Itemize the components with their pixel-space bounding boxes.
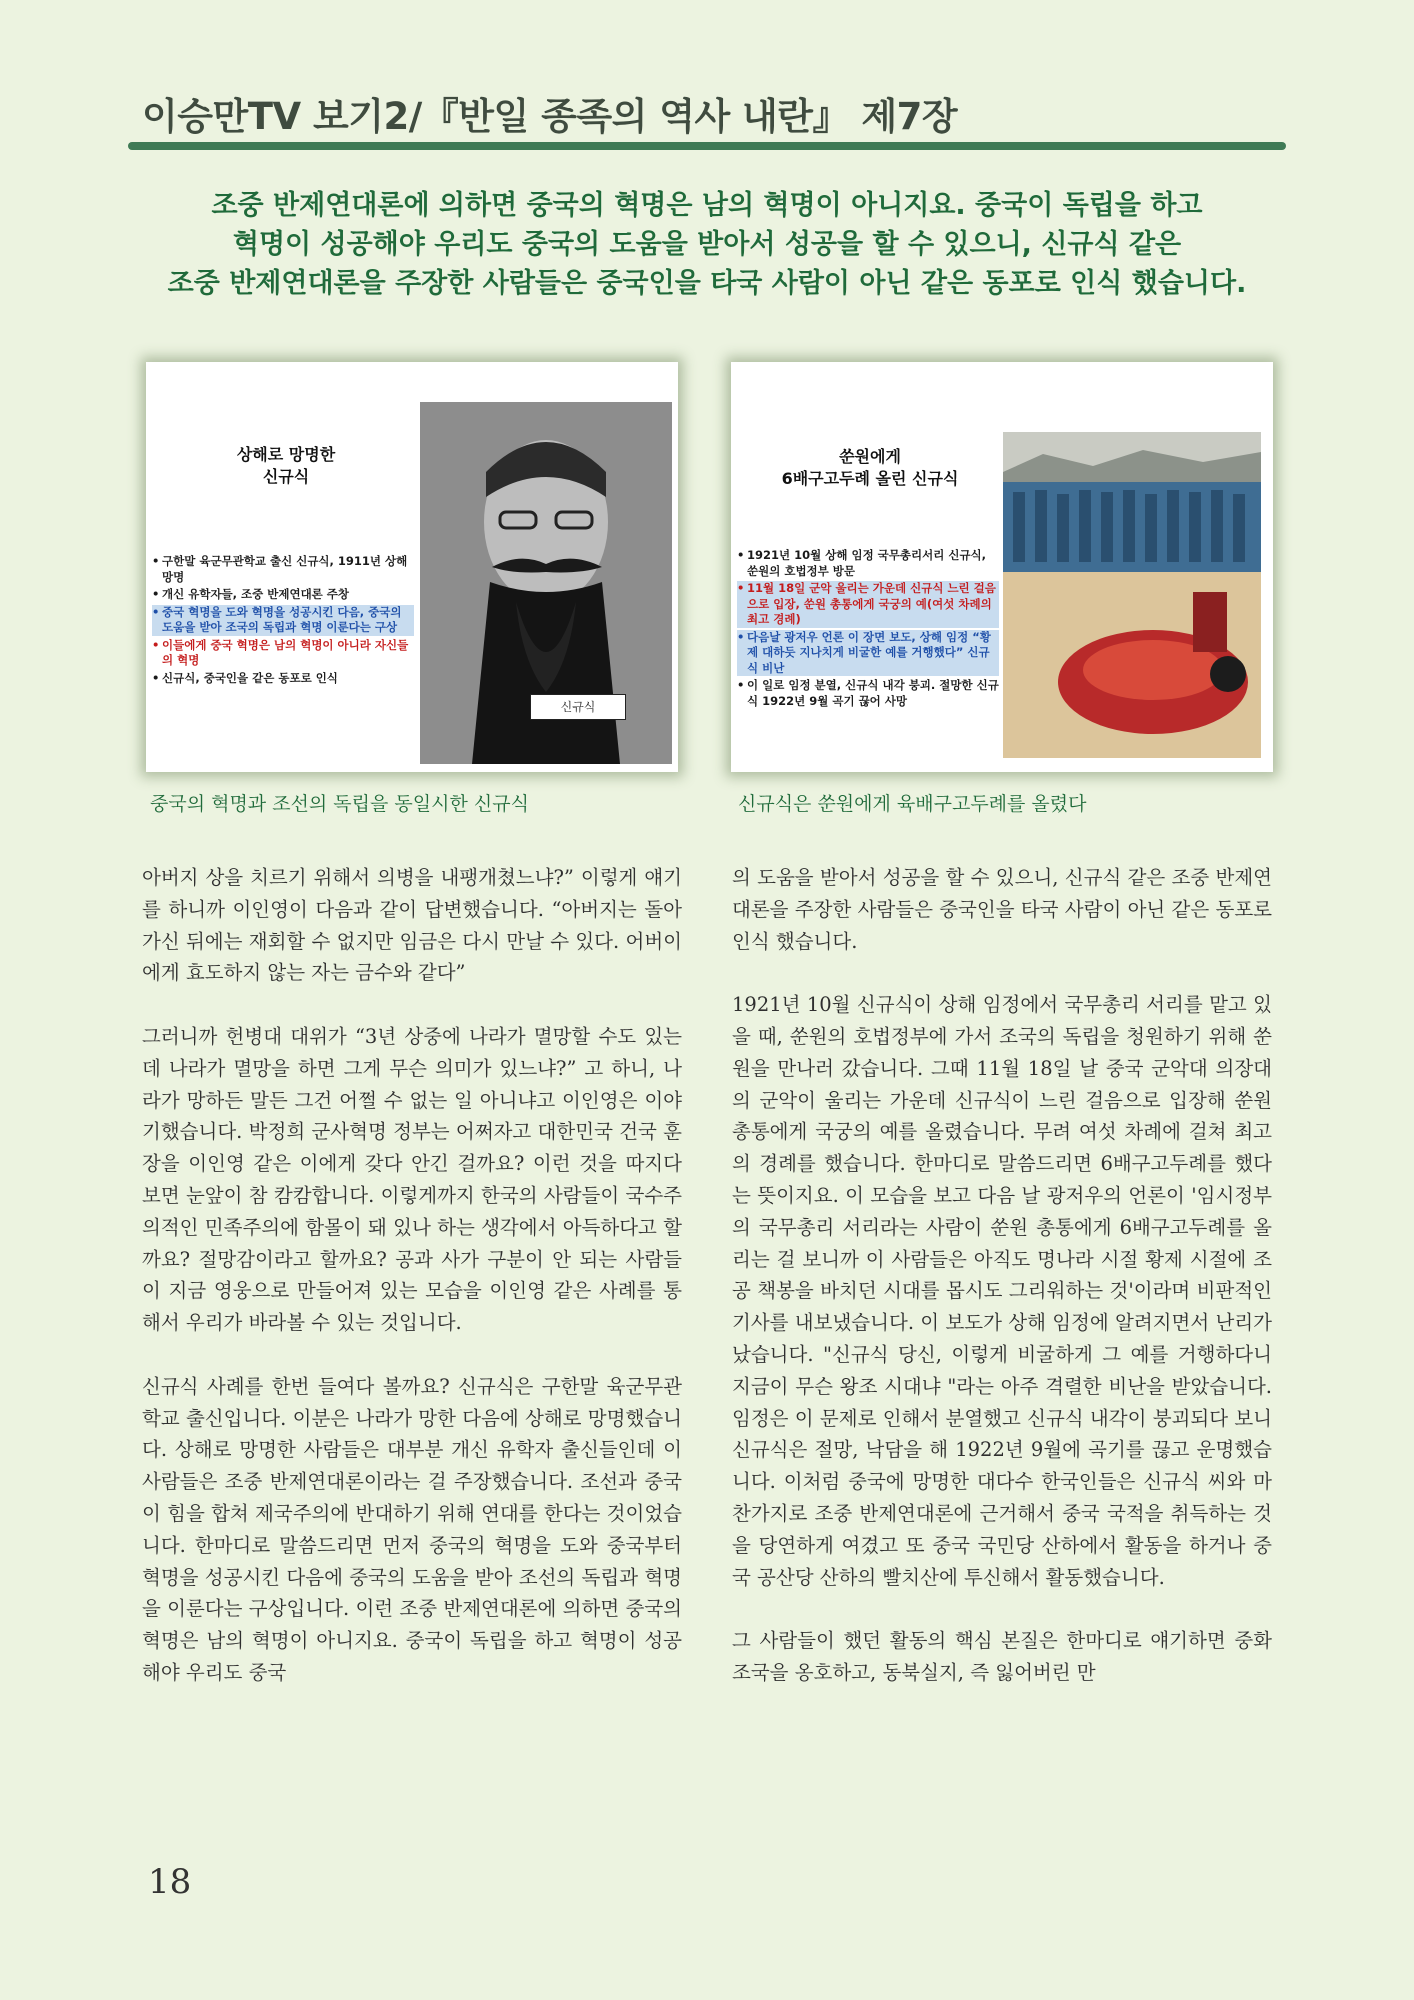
slide-heading-line: 6배구고두례 올린 신규식 bbox=[781, 469, 959, 488]
slide-bullet: • 이 일로 임정 분열, 신규식 내각 붕괴. 절망한 신규식 1922년 9월 곡기 끊어 사망 bbox=[737, 678, 999, 709]
lead-line: 조중 반제연대론에 의하면 중국의 혁명은 남의 혁명이 아니지요. 중국이 독립을 하고 bbox=[211, 190, 1203, 221]
lead-line: 혁명이 성공해야 우리도 중국의 도움을 받아서 성공을 할 수 있으니, 신규식 같은 bbox=[232, 229, 1182, 260]
slide-bullet: • 중국 혁명을 도와 혁명을 성공시킨 다음, 중국의 도움을 받아 조국의 독립과 혁명 이룬다는 구상 bbox=[152, 605, 414, 636]
lead-line: 조중 반제연대론을 주장한 사람들은 중국인을 타국 사람이 아닌 같은 동포로 인식 했습니다. bbox=[167, 268, 1247, 299]
body-paragraph: 그러니까 헌병대 대위가 “3년 상중에 나라가 멸망할 수도 있는데 나라가 멸망을 하면 그게 무슨 의미가 있느냐?” 고 하니, 나라가 망하든 말든 그건 어쩔 수 없는 일 아니냐고 이인영은 이야기했습니다. 박정희 군사혁명 정부는 어쩌자고 대한민국 건국 훈장을 이인영 같은 이에게 갖다 안긴 걸까요? 이런 것을 따지다 보면 눈앞이 참 캄캄합니다. 이렇게까지 한국의 사람들이 국수주의적인 민족주의에 함몰이 돼 있나 하는 생각에서 아득하다고 할까요? 절망감이라고 할까요? 공과 사가 구분이 안 되는 사람들이 지금 영웅으로 만들어져 있는 모습을 이인영 같은 사례를 통해서 우리가 바라볼 수 있는 것입니다. bbox=[142, 1024, 682, 1335]
slide-bullet: • 11월 18일 군악 울리는 가운데 신규식 느린 걸음으로 입장, 쑨원 총통에게 국궁의 예(여섯 차례의 최고 경례) bbox=[737, 581, 999, 628]
slide-bullet: • 개신 유학자들, 조중 반제연대론 주창 bbox=[152, 587, 414, 603]
ceremony-photo bbox=[1003, 432, 1261, 758]
slide-heading bbox=[186, 444, 386, 488]
body-column-right bbox=[732, 862, 1272, 1689]
slide-bullet: • 이들에게 중국 혁명은 남의 혁명이 아니라 자신들의 혁명 bbox=[152, 638, 414, 669]
page-title: 이승만TV 보기2/『반일 종족의 역사 내란』 제7장 bbox=[142, 95, 958, 138]
body-paragraph: 그 사람들이 했던 활동의 핵심 본질은 한마디로 얘기하면 중화 조국을 옹호하고, 동북실지, 즉 잃어버린 만 bbox=[732, 1629, 1272, 1684]
slide-bullet-list bbox=[152, 554, 414, 688]
title-divider bbox=[128, 142, 1286, 150]
slide-heading-line: 쑨원에게 bbox=[839, 447, 901, 466]
slide-bullet: • 신규식, 중국인을 같은 동포로 인식 bbox=[152, 671, 414, 687]
slide-heading bbox=[739, 446, 1001, 490]
figure-caption: 중국의 혁명과 조선의 독립을 동일시한 신규식 bbox=[150, 793, 529, 815]
figure-slide-ceremony bbox=[731, 362, 1273, 772]
body-paragraph: 의 도움을 받아서 성공을 할 수 있으니, 신규식 같은 조중 반제연대론을 주장한 사람들은 중국인을 타국 사람이 아닌 같은 동포로 인식 했습니다. bbox=[732, 866, 1272, 953]
page-number: 18 bbox=[148, 1862, 192, 1902]
slide-bullet: • 다음날 광저우 언론 이 장면 보도, 상해 임정 “황제 대하듯 지나치게 비굴한 예를 거행했다” 신규식 비난 bbox=[737, 630, 999, 677]
slide-heading-line: 상해로 망명한 bbox=[236, 445, 336, 464]
body-column-left bbox=[142, 862, 682, 1689]
portrait-name-tag: 신규식 bbox=[530, 694, 626, 720]
slide-heading-line: 신규식 bbox=[262, 467, 310, 486]
body-paragraph: 아버지 상을 치르기 위해서 의병을 내팽개쳤느냐?” 이렇게 얘기를 하니까 이인영이 다음과 같이 답변했습니다. “아버지는 돌아가신 뒤에는 재회할 수 없지만 임금은 다시 만날 수 있다. 어버이에게 효도하지 않는 자는 금수와 같다” bbox=[142, 866, 682, 985]
slide-bullet: • 1921년 10월 상해 임정 국무총리서리 신규식, 쑨원의 호법정부 방문 bbox=[737, 548, 999, 579]
body-paragraph: 신규식 사례를 한번 들여다 볼까요? 신규식은 구한말 육군무관학교 출신입니다. 이분은 나라가 망한 다음에 상해로 망명했습니다. 상해로 망명한 사람들은 대부분 개신 유학자 출신들인데 이 사람들은 조중 반제연대론이라는 걸 주장했습니다. 조선과 중국이 힘을 합쳐 제국주의에 반대하기 위해 연대를 한다는 것이었습니다. 한마디로 말씀드리면 먼저 중국의 혁명을 도와 중국부터 혁명을 성공시킨 다음에 중국의 도움을 받아 조선의 독립과 혁명을 이룬다는 구상입니다. 이런 조중 반제연대론에 의하면 중국의 혁명은 남의 혁명이 아니지요. 중국이 독립을 하고 혁명이 성공해야 우리도 중국 bbox=[142, 1374, 682, 1684]
figure-caption: 신규식은 쑨원에게 육배구고두례를 올렸다 bbox=[738, 793, 1087, 815]
body-paragraph: 1921년 10월 신규식이 상해 임정에서 국무총리 서리를 맡고 있을 때, 쑨원의 호법정부에 가서 조국의 독립을 청원하기 위해 쑨원을 만나러 갔습니다. 그때 11월 18일 날 중국 군악대 의장대의 군악이 울리는 가운데 신규식이 느린 걸음으로 입장해 쑨원 총통에게 국궁의 예를 올렸습니다. 무려 여섯 차례에 걸쳐 최고의 경례를 했습니다. 한마디로 말씀드리면 6배구고두례를 했다는 뜻이지요. 이 모습을 보고 다음 날 광저우의 언론이 '임시정부의 국무총리 서리라는 사람이 쑨원 총통에게 6배구고두례를 올리는 걸 보니까 이 사람들은 아직도 명나라 시절 황제 시절에 조공 책봉을 바치던 시대를 몹시도 그리워하는 것'이라며 비판적인 기사를 내보냈습니다. 이 보도가 상해 임정에 알려지면서 난리가 났습니다. "신규식 당신, 이렇게 비굴하게 그 예를 거행하다니 지금이 무슨 왕조 시대냐 "라는 아주 격렬한 비난을 받았습니다. 임정은 이 문제로 인해서 분열했고 신규식 내각이 붕괴되다 보니 신규식은 절망, 낙담을 해 1922년 9월에 곡기를 끊고 운명했습니다. 이처럼 중국에 망명한 대다수 한국인들은 신규식 씨와 마찬가지로 조중 반제연대론에 근거해서 중국 국적을 취득하는 것을 당연하게 여겼고 또 중국 국민당 산하에서 활동을 하거나 중국 공산당 산하의 빨치산에 투신해서 활동했습니다. bbox=[732, 993, 1272, 1589]
ceremony-illustration bbox=[1003, 432, 1261, 758]
slide-bullet-list bbox=[737, 548, 999, 711]
figure-slide-portrait bbox=[146, 362, 678, 772]
lead-quote bbox=[100, 186, 1314, 303]
slide-bullet: • 구한말 육군무관학교 출신 신규식, 1911년 상해 망명 bbox=[152, 554, 414, 585]
